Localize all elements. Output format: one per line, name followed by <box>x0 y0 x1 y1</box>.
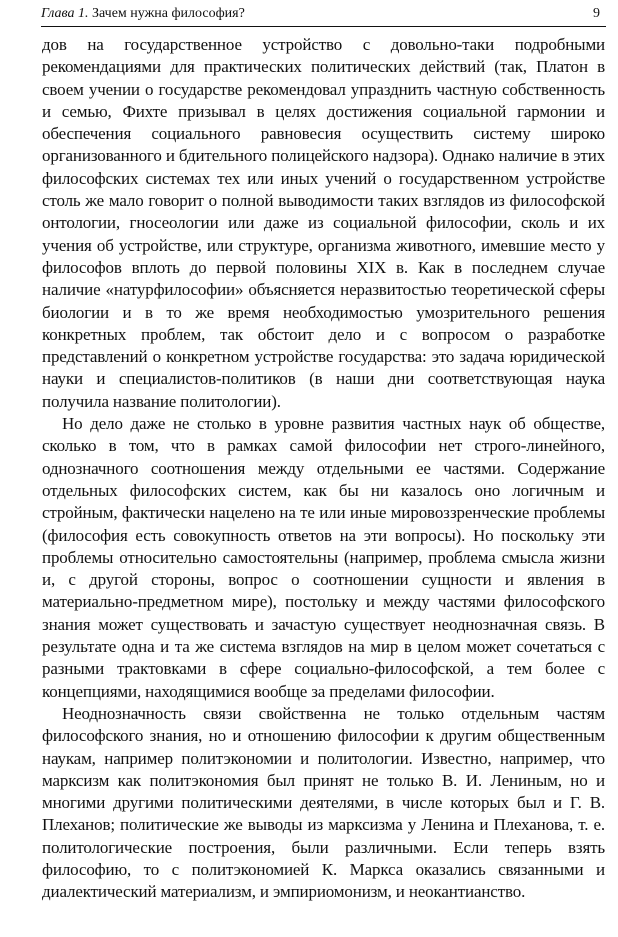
chapter-label: Глава 1. <box>41 6 89 21</box>
chapter-title: Зачем нужна философия? <box>91 6 245 21</box>
paragraph-1: дов на государственное устройство с довольно-таки подробными рекомендациями для практических политических действий (так, Платон в своем учении о государстве рекомендовал упразднить частную собственность и семью, Фихте призывал в целях достижения социальной гармонии и обеспечения социального равновесия осуществить систему широко организованного и бдительного полицейского надзора). Однако наличие в этих философских системах тех или иных учений о государственном устройстве столь же мало говорит о полной выводимости таких взглядов из философской онтологии, гносеологии или даже из социальной философии, сколь и их учения об устройстве, или структуре, организма животного, имевшие место у философов вплоть до первой половины XIX в. Как в последнем случае наличие «натурфилософии» объясняется неразвитостью теоретической сферы биологии и в то же время необходимостью умозрительного решения конкретных проблем, так обстоит дело и с вопросом о разработке представлений о конкретном устройстве государства: это задача юридической науки и специалистов-политиков (в наши дни соответствующая наука получила название политологии). <box>42 35 605 411</box>
page-number: 9 <box>593 6 600 21</box>
body-text <box>42 34 605 904</box>
paragraph-2: Но дело даже не столько в уровне развития частных наук об обществе, сколько в том, что в рамках самой философии нет строго-линейного, однозначного соотношения между отдельными ее частями. Содержание отдельных философских систем, как бы ни казалось оно логичным и стройным, фактически нацелено на те или иные мировоззренческие проблемы (философия есть совокупность ответов на эти вопросы). Но поскольку эти проблемы относительно самостоятельны (например, проблема смысла жизни и, с другой стороны, вопрос о соотношении сущности и явления в материально-предметном мире), постольку и между частями философского знания может существовать и зачастую существует неоднозначная связь. В результате одна и та же система взглядов на мир в целом может сочетаться с разными трактовками в сфере социально-философской, а тем более с концепциями, находящимися вообще за пределами философии. <box>42 414 605 701</box>
paragraph-3: Неоднозначность связи свойственна не только отдельным частям философского знания, но и отношению философии к другим общественным наукам, например политэкономии и политологии. Известно, например, что марксизм как политэкономия был принят не только В. И. Лениным, но и многими другими политическими деятелями, в числе которых был и Г. В. Плеханов; политические же выводы из марксизма у Ленина и Плеханова, т. е. политологические построения, были различными. Если теперь взять философию, то с политэкономией К. Маркса оказались связанными и диалектический материализм, и эмпириомонизм, и неокантианство. <box>42 703 605 902</box>
running-head <box>41 4 606 27</box>
chapter-heading <box>41 4 245 24</box>
